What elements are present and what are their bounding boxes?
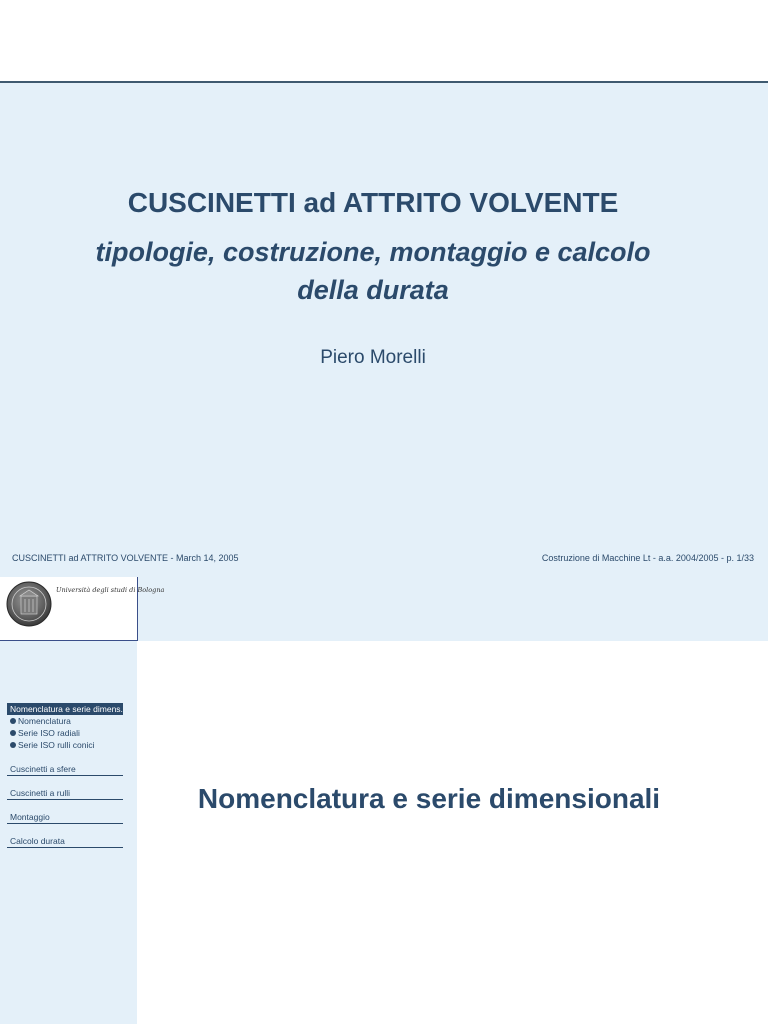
nav-item-cuscinetti-rulli[interactable]: Cuscinetti a rulli — [7, 788, 123, 800]
nav-subitem-nomenclatura[interactable] — [10, 716, 71, 726]
navigation-sidebar — [0, 641, 137, 1024]
bullet-icon — [10, 742, 16, 748]
footer-right: Costruzione di Macchine Lt - a.a. 2004/2005 - p. 1/33 — [541, 553, 754, 563]
slide-title: CUSCINETTI ad ATTRITO VOLVENTE — [127, 187, 619, 218]
section-title: Nomenclatura e serie dimensionali — [197, 783, 661, 814]
slide-subtitle — [60, 233, 686, 309]
author-name: Piero Morelli — [320, 347, 426, 368]
nav-item-montaggio[interactable]: Montaggio — [7, 812, 123, 824]
nav-item-cuscinetti-sfere[interactable]: Cuscinetti a sfere — [7, 764, 123, 776]
nav-subitem-serie-iso-radiali[interactable] — [10, 728, 80, 738]
bullet-icon — [10, 730, 16, 736]
university-seal-icon — [6, 581, 52, 627]
footer-left: CUSCINETTI ad ATTRITO VOLVENTE - March 14, 2005 — [12, 553, 239, 563]
top-margin — [0, 0, 768, 81]
nav-item-calcolo-durata[interactable]: Calcolo durata — [7, 836, 123, 848]
nav-subitem-label: Serie ISO radiali — [18, 728, 80, 738]
title-slide — [0, 81, 768, 641]
nav-subitem-label: Serie ISO rulli conici — [18, 740, 95, 750]
bullet-icon — [10, 718, 16, 724]
university-name: Università degli studi di Bologna — [56, 586, 165, 594]
nav-subitem-serie-iso-rulli-conici[interactable] — [10, 740, 95, 750]
section-slide — [0, 641, 768, 1024]
university-logo — [0, 577, 165, 641]
subtitle-line-2: della durata — [297, 275, 449, 305]
subtitle-line-1: tipologie, costruzione, montaggio e calcolo — [95, 237, 651, 267]
nav-item-nomenclatura-serie[interactable]: Nomenclatura e serie dimens. — [7, 703, 123, 715]
nav-subitem-label: Nomenclatura — [18, 716, 71, 726]
